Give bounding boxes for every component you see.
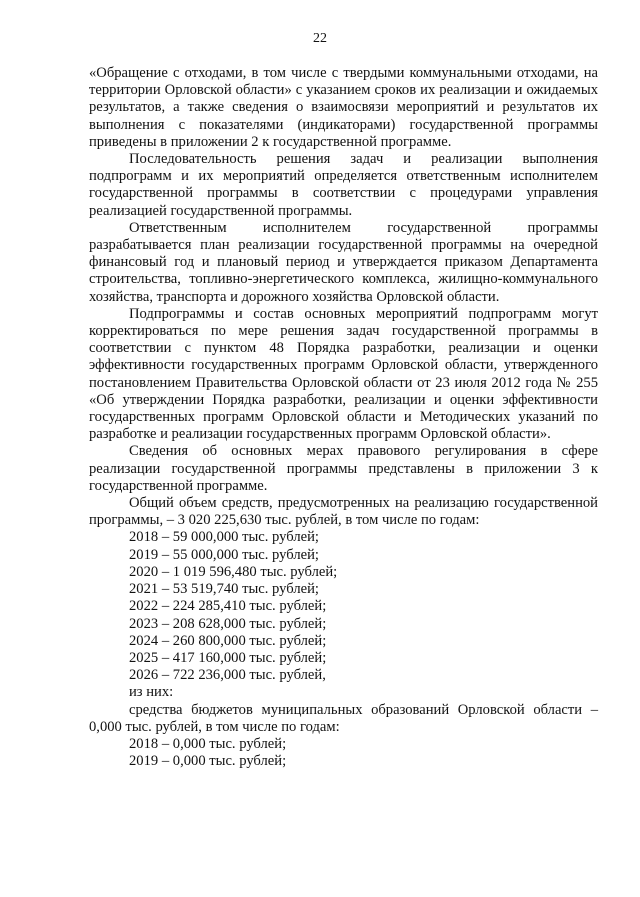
list-item: 2021 – 53 519,740 тыс. рублей; [129, 581, 319, 598]
list-item: 2024 – 260 800,000 тыс. рублей; [129, 632, 327, 649]
list-item: 2020 – 1 019 596,480 тыс. рублей; [129, 563, 338, 580]
list-item: 2025 – 417 160,000 тыс. рублей; [129, 649, 327, 666]
list-item: 2022 – 224 285,410 тыс. рублей; [129, 598, 327, 615]
funding-by-year-list [89, 529, 598, 701]
paragraph-sequence: Последовательность решения задач и реализации выполнения подпрограмм и их мероприятий определяется ответственным исполнителем государственной программы в соответствии с процедурами управления реализацией государственной программы. [89, 151, 598, 219]
list-item: 2019 – 55 000,000 тыс. рублей; [129, 546, 319, 563]
list-item: 2023 – 208 628,000 тыс. рублей; [129, 615, 327, 632]
paragraph-legal-regulation: Сведения об основных мерах правового регулирования в сфере реализации государственной программы представлены в приложении 3 к государственной программе. [89, 443, 598, 494]
list-item: 2018 – 59 000,000 тыс. рублей; [129, 529, 319, 546]
list-item: 2026 – 722 236,000 тыс. рублей, [129, 667, 326, 684]
page-body [89, 65, 598, 770]
list-item: 2018 – 0,000 тыс. рублей; [129, 735, 287, 752]
paragraph-total-funding: Общий объем средств, предусмотренных на реализацию государственной программы, – 3 020 225,630 тыс. рублей, в том числе по годам: [89, 495, 598, 529]
page-number: 22 [313, 31, 327, 46]
paragraph-adjustment: Подпрограммы и состав основных мероприятий подпрограмм могут корректироваться по мере решения задач государственной программы в соответствии с пунктом 48 Порядка разработки, реализации и оценки эффективности государственных программ Орловской области, утвержденного постановлением Правительства Орловской области от 23 июля 2012 года № 255 «Об утверждении Порядка разработки, реализации и оценки эффективности государственных программ Орловской области и Методических указаний по разработке и реализации государственных программ Орловской области». [89, 305, 598, 443]
municipal-funding-by-year-list [89, 736, 598, 770]
paragraph-subprogram-description: «Обращение с отходами, в том числе с твердыми коммунальными отходами, на территории Орловской области» с указанием сроков их реализации и ожидаемых результатов, а также сведения о взаимосвязи мероприятий и результатов их выполнения с показателями (индикаторами) государственной программы приведены в приложении 2 к государственной программе. [89, 65, 598, 150]
list-item: 2019 – 0,000 тыс. рублей; [129, 753, 287, 770]
of-them-label: из них: [129, 684, 174, 701]
paragraph-implementation-plan: Ответственным исполнителем государственной программы разрабатывается план реализации государственной программы на очередной финансовый год и плановый период и утверждается приказом Департамента строительства, топливно-энергетического комплекса, жилищно-коммунального хозяйства, транспорта и дорожного хозяйства Орловской области. [89, 219, 598, 305]
paragraph-municipal-funding: средства бюджетов муниципальных образований Орловской области – 0,000 тыс. рублей, в том числе по годам: [89, 701, 598, 735]
